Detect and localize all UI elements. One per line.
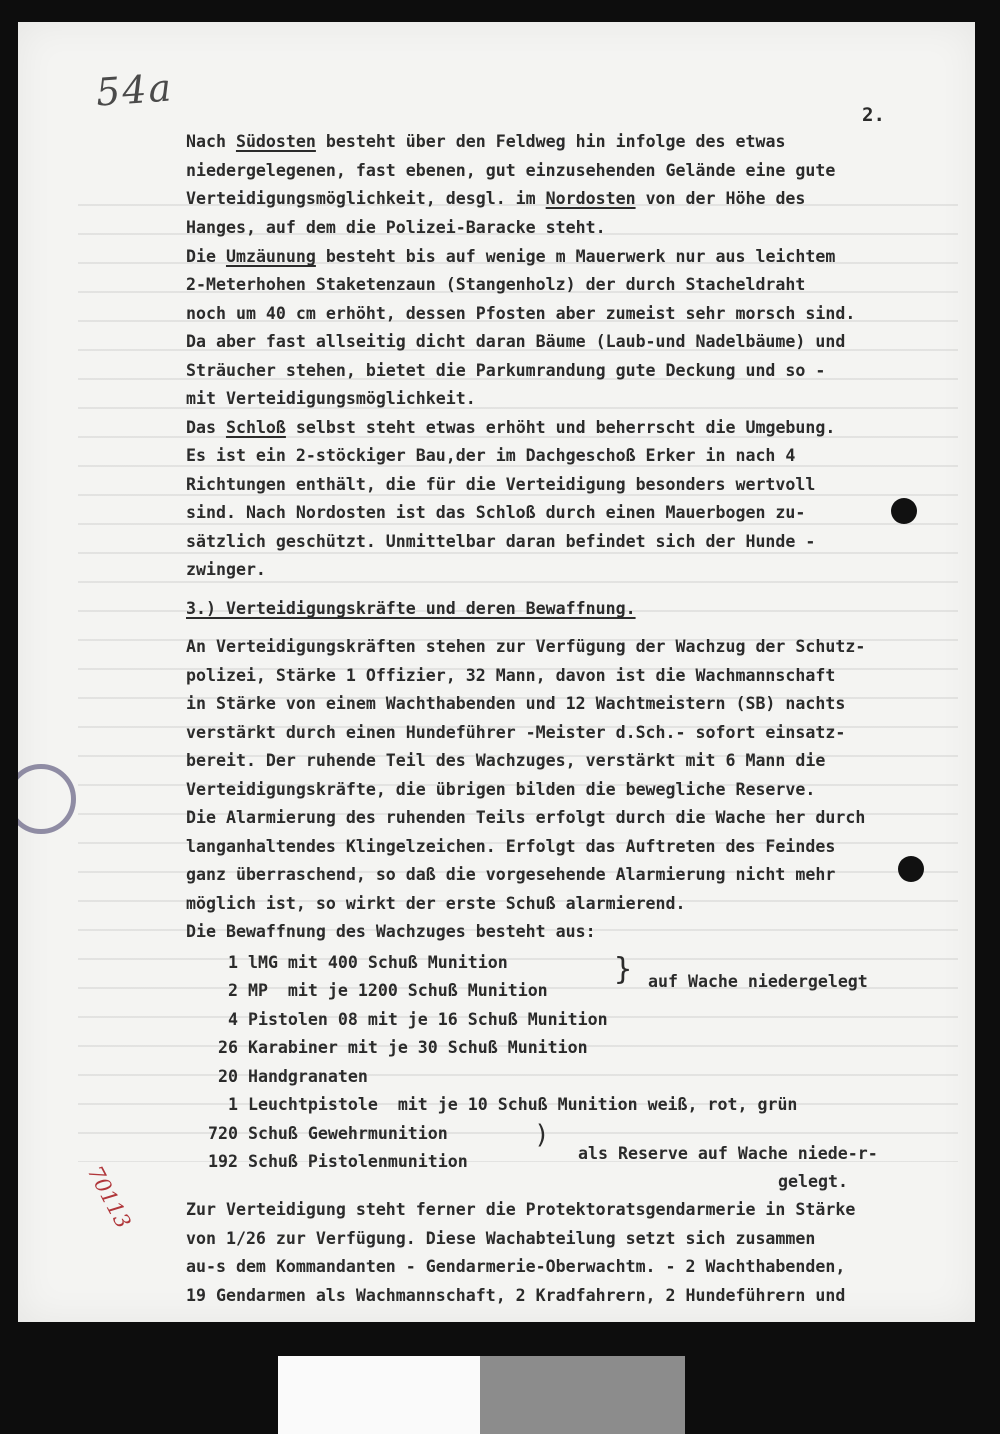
text-line: noch um 40 cm erhöht, dessen Pfosten aber zumeist sehr morsch sind. xyxy=(186,304,856,323)
brace-symbol: ) xyxy=(534,1120,550,1150)
text-line: Die Alarmierung des ruhenden Teils erfolgt durch die Wache her durch xyxy=(186,808,866,827)
text-line: Verteidigungsmöglichkeit, desgl. im Nordosten von der Höhe des xyxy=(186,189,806,208)
text-line: Zur Verteidigung steht ferner die Protektoratsgendarmerie in Stärke xyxy=(186,1200,856,1219)
text-line: Es ist ein 2-stöckiger Bau,der im Dachgeschoß Erker in nach 4 xyxy=(186,446,796,465)
weapon-item: 720 Schuß Gewehrmunition xyxy=(208,1124,448,1143)
text-line: von 1/26 zur Verfügung. Diese Wachabteilung setzt sich zusammen xyxy=(186,1229,816,1248)
text-line: polizei, Stärke 1 Offizier, 32 Mann, davon ist die Wachmannschaft xyxy=(186,666,836,685)
text-line: Verteidigungskräfte, die übrigen bilden die bewegliche Reserve. xyxy=(186,780,816,799)
text-line: Sträucher stehen, bietet die Parkumrandung gute Deckung und so - xyxy=(186,361,826,380)
text-line: Richtungen enthält, die für die Verteidigung besonders wertvoll xyxy=(186,475,816,494)
text-line: au-s dem Kommandanten - Gendarmerie-Oberwachtm. - 2 Wachthabenden, xyxy=(186,1257,846,1276)
text-line: An Verteidigungskräften stehen zur Verfügung der Wachzug der Schutz- xyxy=(186,637,866,656)
text-line: sind. Nach Nordosten ist das Schloß durch einen Mauerbogen zu- xyxy=(186,503,806,522)
weapon-item: 26 Karabiner mit je 30 Schuß Munition xyxy=(208,1038,588,1057)
weapon-item: 20 Handgranaten xyxy=(208,1067,368,1086)
bracket-note: auf Wache niedergelegt xyxy=(648,972,868,991)
bracket-note: gelegt. xyxy=(778,1172,848,1191)
weapon-item: 192 Schuß Pistolenmunition xyxy=(208,1152,468,1171)
text-line: in Stärke von einem Wachthabenden und 12 Wachtmeistern (SB) nachts xyxy=(186,694,846,713)
text-line: Das Schloß selbst steht etwas erhöht und beherrscht die Umgebung. xyxy=(186,418,836,437)
text-line: Die Umzäunung besteht bis auf wenige m Mauerwerk nur aus leichtem xyxy=(186,247,836,266)
punch-hole xyxy=(891,498,917,524)
bracket-note: als Reserve auf Wache niede-r- xyxy=(578,1144,878,1163)
handwritten-folio-number: 54a xyxy=(94,65,175,115)
text-line: ganz überraschend, so daß die vorgesehende Alarmierung nicht mehr xyxy=(186,865,836,884)
punch-hole xyxy=(898,856,924,882)
text-line: Die Bewaffnung des Wachzuges besteht aus: xyxy=(186,922,596,941)
text-line: 2-Meterhohen Staketenzaun (Stangenholz) der durch Stacheldraht xyxy=(186,275,806,294)
weapon-item: 2 MP mit je 1200 Schuß Munition xyxy=(208,981,548,1000)
text-line: Nach Südosten besteht über den Feldweg hin infolge des etwas xyxy=(186,132,786,151)
page-number: 2. xyxy=(862,104,885,126)
archive-number: 70113 xyxy=(82,1162,136,1233)
section-heading: 3.) Verteidigungskräfte und deren Bewaffnung. xyxy=(186,599,636,618)
stamp-mark xyxy=(18,764,76,834)
scan-calibration-gray xyxy=(480,1356,685,1434)
document-page xyxy=(18,22,975,1322)
text-line: Hanges, auf dem die Polizei-Baracke steht. xyxy=(186,218,606,237)
text-line: sätzlich geschützt. Unmittelbar daran befindet sich der Hunde - xyxy=(186,532,816,551)
scan-calibration-white xyxy=(278,1356,480,1434)
text-line: 19 Gendarmen als Wachmannschaft, 2 Kradfahrern, 2 Hundeführern und xyxy=(186,1286,846,1305)
text-line: verstärkt durch einen Hundeführer -Meister d.Sch.- sofort einsatz- xyxy=(186,723,846,742)
weapon-item: 4 Pistolen 08 mit je 16 Schuß Munition xyxy=(208,1010,608,1029)
brace-symbol: } xyxy=(614,952,633,987)
text-line: möglich ist, so wirkt der erste Schuß alarmierend. xyxy=(186,894,686,913)
text-line: bereit. Der ruhende Teil des Wachzuges, verstärkt mit 6 Mann die xyxy=(186,751,826,770)
weapon-item: 1 lMG mit 400 Schuß Munition xyxy=(208,953,508,972)
text-line: mit Verteidigungsmöglichkeit. xyxy=(186,389,476,408)
text-line: zwinger. xyxy=(186,560,266,579)
text-line: niedergelegenen, fast ebenen, gut einzusehenden Gelände eine gute xyxy=(186,161,836,180)
weapon-item: 1 Leuchtpistole mit je 10 Schuß Munition weiß, rot, grün xyxy=(208,1095,798,1114)
text-line: Da aber fast allseitig dicht daran Bäume (Laub-und Nadelbäume) und xyxy=(186,332,846,351)
text-line: langanhaltendes Klingelzeichen. Erfolgt das Auftreten des Feindes xyxy=(186,837,836,856)
